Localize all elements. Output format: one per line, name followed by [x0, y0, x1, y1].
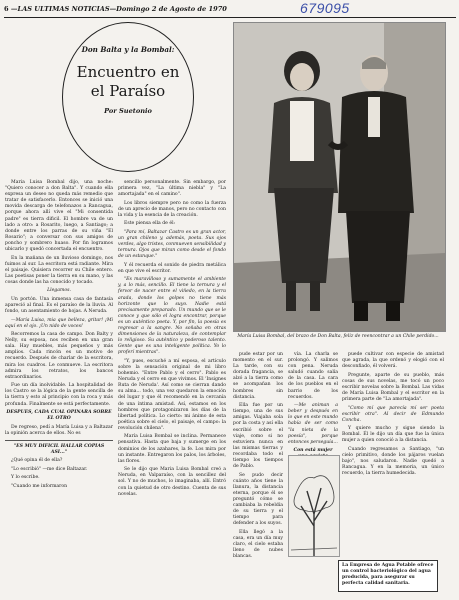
paragraph: —María Luisa, mia que belleza, gritar! ¡Mi aquí en el ojo. ¡Un nido de voces! [5, 317, 113, 329]
column-4 [288, 352, 338, 452]
paragraph: Este piensa ella de él: [124, 221, 176, 227]
paragraph: Los libros siempre pero no como la fuerza de un aprecio de manos, pero no contacto con la vida y la esencia de la creación. [118, 200, 226, 218]
paragraph: De regreso, pedí a María Luisa y a Baltazar la opinión acerca de ellos. No es [5, 424, 113, 436]
paragraph: María Luisa Bombal se inclina. Permanece pensativa. Hasta que baja y sumerge en los dominios de los azahares, la fe. Los mira por un instante. Entregaron los palos, los árboles, las flores. [118, 434, 226, 464]
paragraph: Y lo escribe. [11, 475, 40, 481]
column-1 [5, 180, 113, 595]
paragraph: Pregunte, aparte de su pueblo, más cosas de sus novelas, me tocó un poco escribir novelas sobre la Bombal. Las vidas de María Luisa Bombal y el escritor en la primera parte de "La amortajada". [342, 372, 444, 403]
title-circle [62, 22, 194, 172]
paragraph: Ella fue por un tiempo, una de sus amigas. Viajaba sola por la costa y así ella escribió sobre el viaje, como si no estuviera nunca en las mismas tierras y recordaba todo el tiempo los tiempos de Pablo. [233, 403, 283, 470]
column-2 [118, 180, 226, 595]
photo-caption: María Luisa Bombal, del brazo de Don Balta, feliz de reencontrar a un Chile perdido... [237, 334, 439, 339]
paragraph: Maria Luisa Bombal dijo, una noche: "Quiero conocer a don Balta". Y cuando ella expresa un deseo no queda más remedio que tratar de satisfacerlo. Entonces se inició una movida descarga de telefonazos a Rancagua, porque ahora allí vive el "Mi consentida padre" es tierra dificil. El hombre va de un lado a otro: a Rosarito, luego, a Santiago; a donde entre los parras de su viña "El Rosario"; a conversar con sus amigos de poncho y sombrero huaso. Por fin logramos ubicarlo y quedó concertada el encuentro. [5, 180, 113, 253]
paragraph: "Para mí, Baltazar Castro es un gran actor, un gran chileno y, además, poeta. Sus ojos verdes, algo tristes, conmueven sensibilidad y ternura. Ojos que miran como desde el fondo de un estanque." [118, 229, 226, 260]
paragraph: "Es maravilloso y sumamente el ambiente y, a lo más, sencillo. El tiene la ternura y el fervor de nacer entre el viñedo, en la tierra arada, donde los golpes no tiene más horizonte que lo suyo. Nadie está precisamente preparado. Un mundo que se le conoce y que sólo el logra encontrar, porque es un auténtico poeta. Y, por fin, la poesía es regresar a la sangre. No soñaba en otras dimensiones de la naturaleza, de contemplar lo religioso. Su auténtico y poderoso talento. Gente que es una inteligente política. Yo lo proferí mientras". [118, 277, 226, 356]
tree-sketch [288, 455, 340, 557]
paragraph: Fue un día inolvidable. La hospitalidad de los Castro se la lógica de la gente sencilla de la tierra y esto al principio con la roca y más profunda. Finalmente se está perfectamente. [5, 383, 113, 407]
paragraph: "Lo escribió" —me dice Baltazar. [11, 466, 88, 472]
paragraph: "Como mí que parecía mí ser poeta escribir otra". Al decir de Edmundo Concha. [342, 405, 444, 423]
paragraph: pude estar por un momento en el sur. La tarde, con su dorada fragancia, se alzó a la tierra como se acompañan los hombres sin distancia. [233, 352, 283, 400]
paragraph: Y quiere mucho y sigue siendo la Bombal. Él le dijo un día que fue la única mujer a quien conoció a la distancia. [342, 426, 444, 444]
subheading: "ES MUY DIFICIL HALLAR COPIAS ASI..." [13, 443, 105, 455]
water-company-notice: La Empresa de Agua Potable ofrece un control bacteriológico del agua producida, para asegurar su perfecta calidad sanitaria. [338, 560, 438, 592]
paragraph: —Me animan a beber y después en lo que en este mundo había de ser como "la nieta de la poesía", porque entonces perseguía... [288, 403, 338, 445]
paragraph: ¿Qué opina él de ella? [11, 458, 63, 464]
newspaper-header [4, 3, 456, 18]
paragraph: vía. La charla se prolongó. Y salimos con pena. Neruda saludó cuando salía de la casa. La cara de los pueblos en el barrio de los recuerdos. [288, 352, 338, 400]
paragraph: Cuando regresamos a Santiago, "un cielo primitivo, donde los pájaros vuelan bajo", nos saludaron. Nadie quedó a Rancagua. Y en la memoria, un único recuerdo, la tierra humedecida. [342, 446, 444, 477]
article-kicker: Don Balta y la Bombal: [81, 45, 175, 54]
article-byline: Por Suetonio [104, 107, 152, 115]
column-5 [342, 352, 444, 552]
tree-sketch-image [289, 456, 339, 556]
paragraph: "Y, pues, escuché a mí esposa, el artículo sobre la sensación original de mi libro bohemio. "Entre Pablo y el cerro". Pablo es Neruda y el cerro en que vivimos. El 'Insignes Ruta de Neruda'. Así como se cierran dando su alma... todo, una vez quedaron la emoción del lugar y que él recomendó en la cercanía de una íntima amistad. Así, estamos en los hombres que protagonizaron los días de la libertad política. Lo cierto: mi ánimo de esta poética sobre el cielo, el paisaje, el campo: la revolución chilena". [118, 358, 226, 431]
article-title: Encuentro en el Paraíso [76, 63, 180, 100]
page-number: 6 [4, 5, 9, 13]
paragraph: En la mañana de un lluvioso domingo, nos fuimos al sur. La escritora está radiante. Mira el paisaje. Quisiera recorrer su Chile entero. Las poetisas poner la tierra en su mano, y las cosas donde las ha conocido y tocado. [5, 255, 113, 285]
couple-photo-image [234, 23, 445, 331]
paragraph: Y él recuerda el sonido de piedra metálica en que vive el escritor. [118, 262, 226, 274]
paragraph: Se pudo decir cuánto años tiene la llanura, la distancia eterna, porque él se preguntó cómo se cambiaba la rebeldía de su tierra y el tiempo para defender a los suyos. [233, 472, 283, 527]
header-text: —LAS ULTIMAS NOTICIAS—Domingo 2 de Agosto de 1970 [10, 5, 227, 13]
paragraph: Recorremos la casa de campo. Don Balty y Nelly, su esposa, nos reciben en una gran sala. Hay muebles, más pequeños y más amplios. Cada rincón es un motivo de recuerdo. Después de charlar de la escritora, mira los cuadros. Le conmueve. La escritora admira los retratos, los bancos extraordinarios. [5, 332, 113, 380]
paragraph: Llegamos. [47, 288, 71, 294]
article-photo [233, 22, 446, 332]
paragraph: "Cuando me informaron [11, 483, 68, 489]
paragraph: sencillo personalmente. Sin embargo, por primera vez, "La última niebla" y "La amortajada" en el camino". [118, 180, 226, 198]
column-3 [233, 352, 283, 595]
paragraph: puede cultivar con especie de amistad que agrada, la que ordenó y elogió con el desconfiado, él volverá. [342, 352, 444, 370]
paragraph: Un portón. Una inmensa casa de fantasía apareció al final. Es el paraíso de la lluvia. Al fondo, un asentamiento de hojas. A Neruda. [5, 296, 113, 315]
paragraph: Con está mujer [293, 448, 333, 454]
archive-stamp: 679095 [300, 0, 350, 16]
subheading: DESPUES, CADA CUAL OPINARA SOBRE EL OTRO [6, 410, 112, 422]
divider [5, 440, 113, 441]
paragraph: Se le dijo que Maria Luisa Bombal creó a Neruda, en Valparaíso, con la sencillez del sol. Y no de muchos, lo imaginaba, allí. Entró con la quietud de otro destino. Cuenta de sus novelas. [118, 467, 226, 497]
paragraph: Ella llegó a la casa, era un día muy claro, el cielo estaba lleno de nubes blancas. [233, 529, 283, 560]
